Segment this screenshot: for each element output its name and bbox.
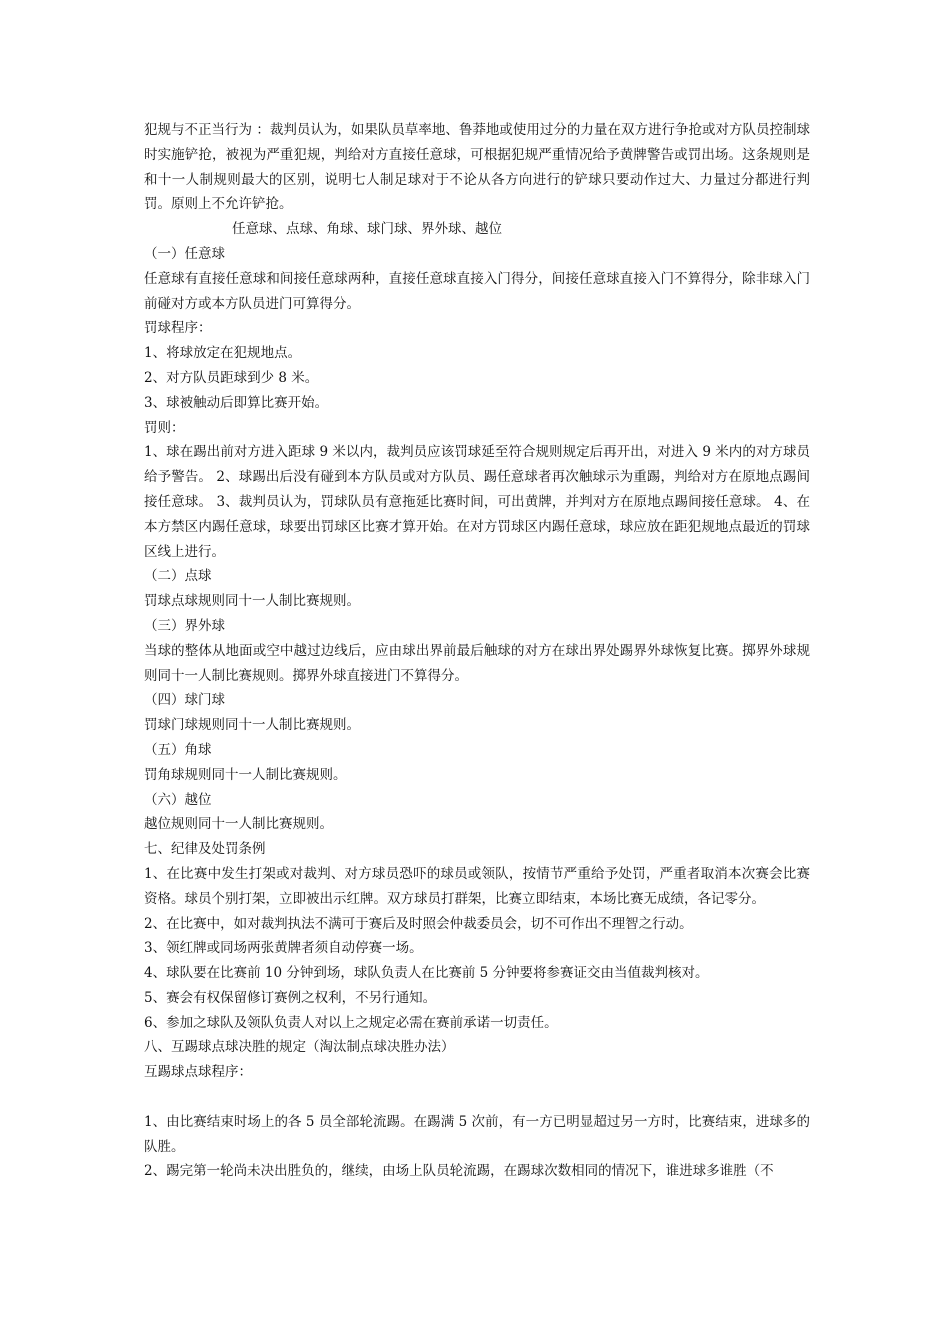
subheading-goal-kick: （四）球门球 xyxy=(144,692,225,709)
paragraph-corner-kick: 罚角球规则同十一人制比赛规则。 xyxy=(144,766,347,783)
paragraph-penalties: 1、球在踢出前对方进入距球 9 米以内，裁判员应该罚球延至符合规则规定后再开出，对进入 9 米内的对方球员给予警告。 2、球踢出后没有碰到本方队员或对方队员、踢任意球者再次触球示为重踢，判给对方在原地点踢间接任意球。 3、裁判员认为，罚球队员有意拖延比赛时间，可出黄牌，并判对方在原地点踢间接任意球。 4、在本方禁区内踢任意球，球要出罚球区比赛才算开始。在对方罚球区内踢任意球，球应放在距犯规地点最近的罚球区线上进行。 xyxy=(144,444,810,560)
subheading-corner-kick: （五）角球 xyxy=(144,741,212,758)
list-item: 1、在比赛中发生打架或对裁判、对方球员恐吓的球员或领队，按情节严重给予处罚，严重者取消本次赛会比赛资格。球员个别打架，立即被出示红牌。双方球员打群架，比赛立即结束，本场比赛无成绩，各记零分。 xyxy=(144,865,810,907)
subheading-penalty-kick: （二）点球 xyxy=(144,568,212,585)
subheading-free-kick: （一）任意球 xyxy=(144,245,225,262)
paragraph-free-kick: 任意球有直接任意球和间接任意球两种，直接任意球直接入门得分，间接任意球直接入门不算得分，除非球入门前碰对方或本方队员进门可算得分。 xyxy=(144,270,810,312)
paragraph-penalty-kick: 罚球点球规则同十一人制比赛规则。 xyxy=(144,593,360,610)
paragraph-goal-kick: 罚球门球规则同十一人制比赛规则。 xyxy=(144,717,360,734)
blank-line xyxy=(144,1085,810,1110)
list-item: 3、球被触动后即算比赛开始。 xyxy=(144,394,329,411)
list-item: 1、将球放定在犯规地点。 xyxy=(144,345,302,362)
subheading-throw-in: （三）界外球 xyxy=(144,617,225,634)
list-item: 2、踢完第一轮尚未决出胜负的，继续，由场上队员轮流踢，在踢球次数相同的情况下，谁进球多谁胜（不 xyxy=(144,1163,774,1180)
list-item: 2、在比赛中，如对裁判执法不满可于赛后及时照会仲裁委员会，切不可作出不理智之行动。 xyxy=(144,915,693,932)
list-item: 5、赛会有权保留修订赛例之权利，不另行通知。 xyxy=(144,989,437,1006)
list-item: 4、球队要在比赛前 10 分钟到场，球队负责人在比赛前 5 分钟要将参赛证交由当值裁判核对。 xyxy=(144,965,709,982)
label-penalties: 罚则： xyxy=(144,419,185,436)
section-heading-discipline: 七、纪律及处罚条例 xyxy=(144,841,266,858)
list-item: 3、领红牌或同场两张黄牌者须自动停赛一场。 xyxy=(144,940,423,957)
paragraph-foul-rules: 犯规与不正当行为 ：裁判员认为，如果队员草率地、鲁莽地或使用过分的力量在双方进行争抢或对方队员控制球时实施铲抢，被视为严重犯规，判给对方直接任意球，可根据犯规严重情况给予黄牌警告或罚出场。这条规则是和十一人制规则最大的区别，说明七人制足球对于不论从各方向进行的铲球只要动作过大、力量过分都进行判罚。原则上不允许铲抢。 xyxy=(144,122,810,213)
document-page xyxy=(144,118,810,1184)
paragraph-throw-in: 当球的整体从地面或空中越过边线后，应由球出界前最后触球的对方在球出界处踢界外球恢复比赛。掷界外球规则同十一人制比赛规则。掷界外球直接进门不算得分。 xyxy=(144,642,810,684)
list-item: 1、由比赛结束时场上的各 5 员全部轮流踢。在踢满 5 次前，有一方已明显超过另一方时，比赛结束，进球多的队胜。 xyxy=(144,1113,810,1155)
label-shootout-procedure: 互踢球点球程序： xyxy=(144,1064,252,1081)
list-item: 6、参加之球队及领队负责人对以上之规定必需在赛前承诺一切责任。 xyxy=(144,1014,558,1031)
paragraph-offside: 越位规则同十一人制比赛规则。 xyxy=(144,816,333,833)
section-heading-shootout: 八、互踢球点球决胜的规定（淘汰制点球决胜办法） xyxy=(144,1039,455,1056)
label-procedure: 罚球程序： xyxy=(144,320,212,337)
subheading-offside: （六）越位 xyxy=(144,791,212,808)
list-item: 2、对方队员距球到少 8 米。 xyxy=(144,369,319,386)
section-heading-restarts: 任意球、点球、角球、球门球、界外球、越位 xyxy=(232,221,502,238)
